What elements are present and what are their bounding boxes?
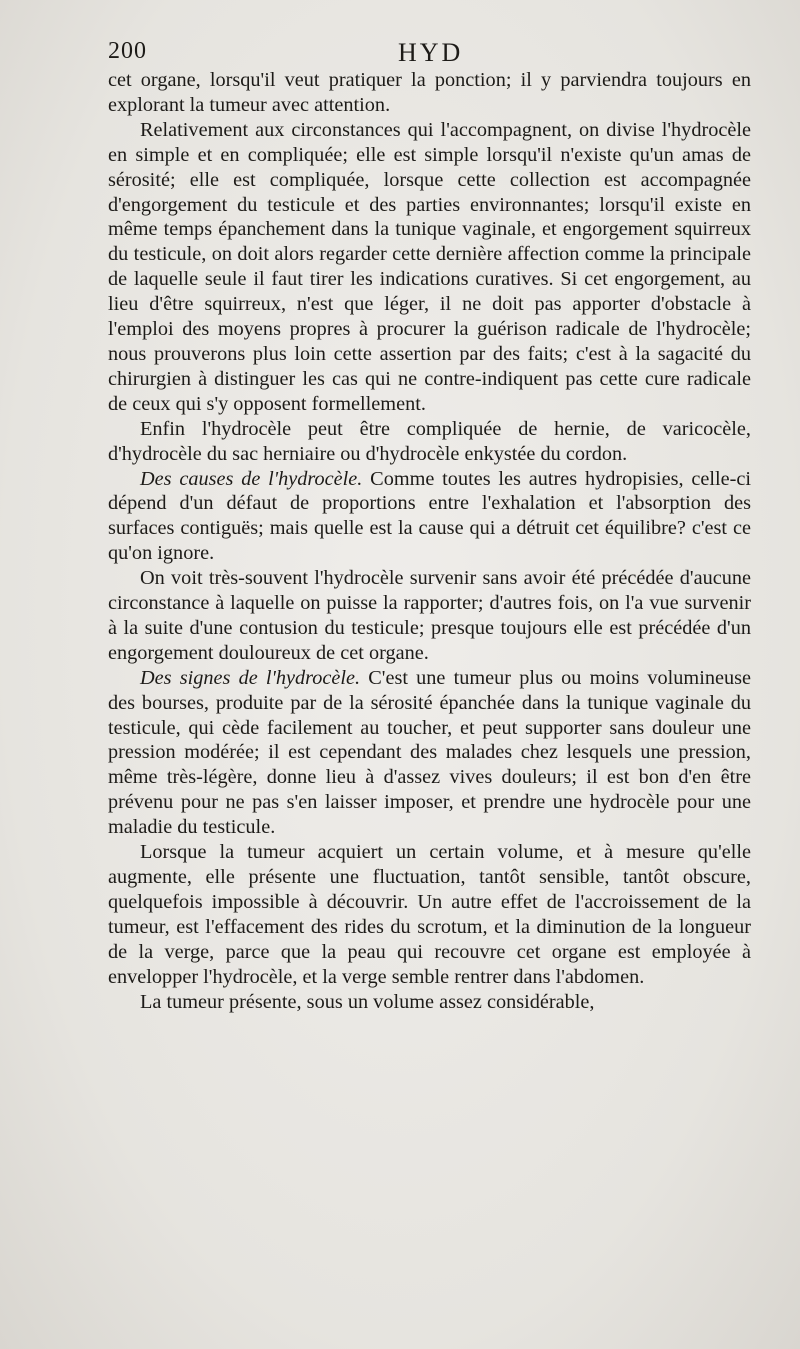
running-head: HYD (398, 38, 464, 67)
paragraph (108, 666, 751, 840)
paragraph (108, 840, 751, 989)
paragraph-text: Comme toutes les autres hydropisies, celle-ci dépend d'un défaut de proportions entre l'exhalation et l'absorption des surfaces contiguës; mais quelle est la cause qui a détruit cet équilibre? c'est ce qu'on ignore. (108, 467, 751, 565)
paragraph (108, 566, 751, 666)
paragraph-text: Lorsque la tumeur acquiert un certain volume, et à mesure qu'elle augmente, elle présente une fluctuation, tantôt sensible, tantôt obscure, quelquefois impossible à découvrir. Un autre effet de l'accroissement de la tumeur, est l'effacement des rides du scrotum, et la diminution de la longueur de la verge, parce que la peau qui recouvre cet organe est employée à envelopper l'hydrocèle, et la verge semble rentrer dans l'abdomen. (108, 841, 751, 988)
paragraph (108, 68, 751, 118)
paragraph-text: Relativement aux circonstances qui l'accompagnent, on divise l'hydrocèle en simple et en compliquée; elle est simple lorsqu'il n'existe qu'un amas de sérosité; elle est compliquée, lorsque cette collection est accompagnée d'engorgement du testicule et des parties environnantes; lorsqu'il existe en même temps épanchement dans la tunique vaginale, et engorgement squirreux du testicule, on doit alors regarder cette dernière affection comme la principale de laquelle seule il faut tirer les indications curatives. Si cet engorgement, au lieu d'être squirreux, n'est que léger, il ne doit pas apporter d'obstacle à l'emploi des moyens propres à procurer la guérison radicale de l'hydrocèle; nous prouverons plus loin cette assertion par des faits; c'est à la sagacité du chirurgien à distinguer les cas qui ne contre-indiquent pas cette cure radicale de ceux qui s'y opposent formellement. (108, 118, 751, 415)
section-heading: Des causes de l'hydrocèle. (140, 467, 363, 490)
paragraph (108, 990, 751, 1015)
paragraph-text: cet organe, lorsqu'il veut pratiquer la ponction; il y parviendra toujours en explorant la tumeur avec attention. (108, 69, 751, 116)
page-header (108, 38, 752, 68)
paragraph-text: C'est une tumeur plus ou moins volumineuse des bourses, produite par de la sérosité épanchée dans la tunique vaginale du testicule, qui cède facilement au toucher, et peut supporter sans douleur une pression modérée; il est cependant des malades chez lesquels une pression, même très-légère, donne lieu à d'assez vives douleurs; il est bon d'en être prévenu pour ne pas s'en laisser imposer, et prendre une hydrocèle pour une maladie du testicule. (108, 666, 751, 839)
paragraph-text: La tumeur présente, sous un volume assez considérable, (140, 990, 595, 1013)
body-text (108, 68, 751, 1014)
paragraph (108, 118, 751, 417)
section-heading: Des signes de l'hydrocèle. (140, 666, 361, 689)
paragraph-text: Enfin l'hydrocèle peut être compliquée de hernie, de varicocèle, d'hydrocèle du sac herniaire ou d'hydrocèle enkystée du cordon. (108, 417, 751, 465)
paragraph (108, 467, 751, 567)
paragraph-text: On voit très-souvent l'hydrocèle survenir sans avoir été précédée d'aucune circonstance à laquelle on puisse la rapporter; d'autres fois, on l'a vue survenir à la suite d'une contusion du testicule; presque toujours elle est précédée d'un engorgement douloureux de cet organe. (108, 567, 751, 664)
paragraph (108, 417, 751, 467)
page-number: 200 (108, 38, 147, 64)
